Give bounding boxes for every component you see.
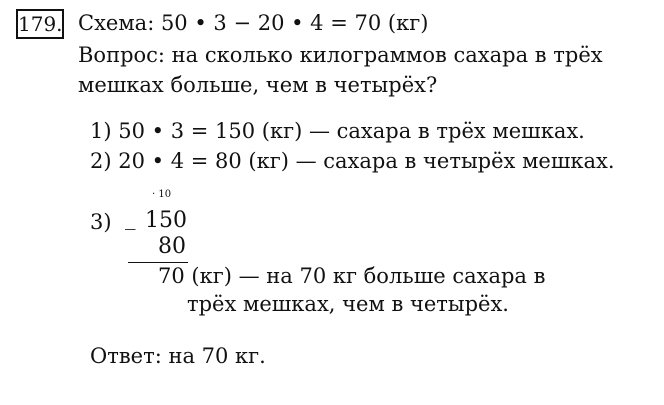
minuend: 150 — [145, 208, 187, 233]
question-line-1: Вопрос: на сколько килограммов сахара в трёх — [78, 43, 603, 67]
scheme-line: Схема: 50 • 3 − 20 • 4 = 70 (кг) — [78, 11, 429, 35]
step-3-result-line-1: 70 (кг) — на 70 кг больше сахара в — [158, 264, 546, 288]
step-1: 1) 50 • 3 = 150 (кг) — сахара в трёх мешках. — [90, 119, 585, 143]
answer: Ответ: на 70 кг. — [90, 344, 266, 368]
subtrahend: 80 — [158, 234, 186, 259]
subtraction-line — [128, 262, 188, 263]
borrow-mark: · 10 — [152, 189, 172, 200]
step-3-result-line-2: трёх мешках, чем в четырёх. — [187, 292, 509, 316]
step-3-label: 3) — [90, 210, 112, 234]
step-2: 2) 20 • 4 = 80 (кг) — сахара в четырёх мешках. — [90, 149, 615, 173]
problem-number: 179. — [16, 9, 64, 39]
minus-sign: _ — [125, 206, 136, 230]
question-line-2: мешках больше, чем в четырёх? — [78, 73, 438, 97]
